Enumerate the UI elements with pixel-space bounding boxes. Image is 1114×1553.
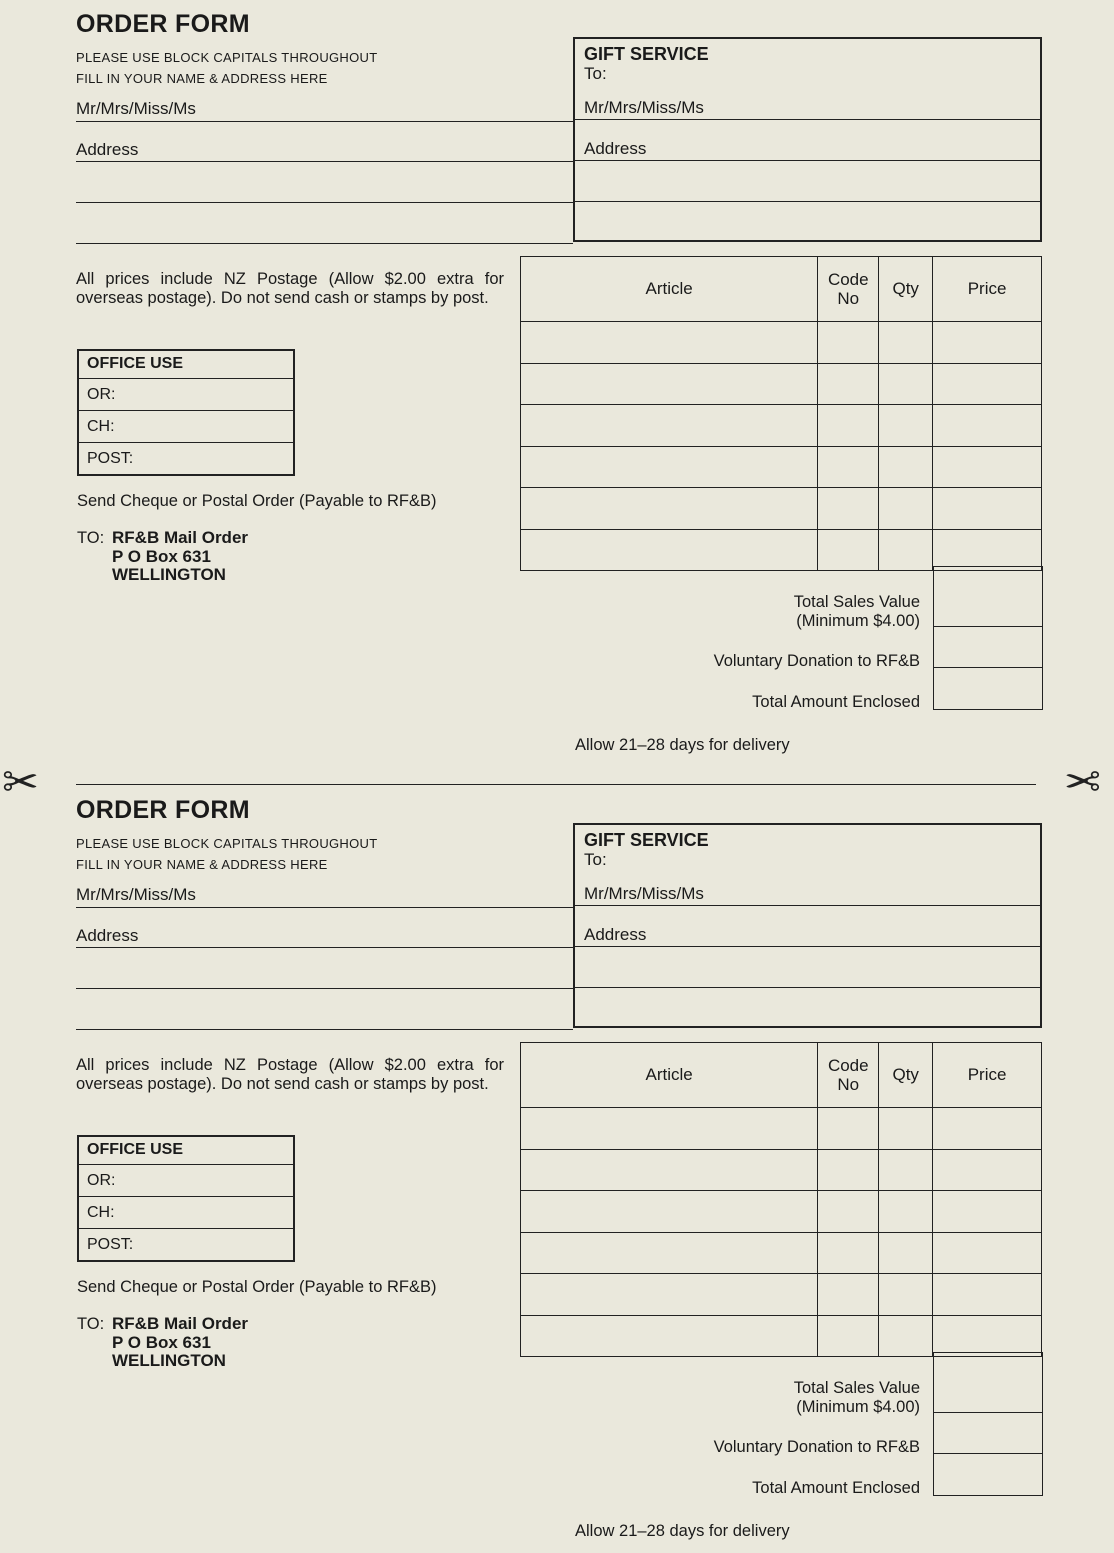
instruction-block-capitals: PLEASE USE BLOCK CAPITALS THROUGHOUT [76, 50, 378, 65]
article-cell[interactable] [521, 488, 818, 530]
office-ch-label: CH: [79, 1196, 293, 1228]
table-row [521, 363, 1042, 405]
office-use-title: OFFICE USE [87, 1141, 184, 1158]
donation-field[interactable] [933, 626, 1043, 668]
order-table [520, 1042, 1042, 1357]
gift-service-box [573, 37, 1042, 242]
gift-address-label: Address [584, 139, 647, 158]
column-header-article: Article [521, 257, 818, 322]
address-line-3: WELLINGTON [112, 1351, 226, 1370]
qty-cell[interactable] [879, 529, 933, 571]
column-header-price: Price [933, 257, 1042, 322]
qty-cell[interactable] [879, 1232, 933, 1274]
article-cell[interactable] [521, 1232, 818, 1274]
address-line-1: RF&B Mail Order [112, 528, 249, 547]
to-label: TO: [77, 529, 105, 547]
office-ch-label: CH: [79, 410, 293, 442]
address-line-1: RF&B Mail Order [112, 1314, 249, 1333]
address-field-line-3[interactable] [76, 243, 573, 244]
price-cell[interactable] [933, 363, 1042, 405]
scissors-icon: ✂ [1064, 757, 1101, 808]
article-cell[interactable] [521, 446, 818, 488]
postage-note: All prices include NZ Postage (Allow $2.00 extra for overseas postage). Do not send cash or stamps by post. [76, 270, 504, 307]
total-enclosed-field[interactable] [933, 1453, 1043, 1496]
minimum-note: (Minimum $4.00) [796, 1398, 920, 1416]
total-sales-value-label: Total Sales Value (Minimum $4.00) [600, 593, 920, 631]
address-line-2: P O Box 631 [112, 546, 211, 566]
delivery-note: Allow 21–28 days for delivery [575, 1522, 790, 1540]
cut-line [76, 784, 1036, 785]
gift-service-title: GIFT SERVICE [584, 44, 709, 64]
column-header-qty: Qty [879, 1043, 933, 1108]
gift-name-label: Mr/Mrs/Miss/Ms [584, 98, 704, 117]
table-row [521, 1315, 1042, 1357]
office-use-box [77, 1135, 295, 1262]
address-label: Address [76, 926, 139, 945]
article-cell[interactable] [521, 1149, 818, 1191]
gift-name-field[interactable] [575, 119, 1040, 120]
total-sales-value-field[interactable] [933, 566, 1043, 627]
to-label: TO: [77, 1315, 105, 1333]
office-post-label: POST: [79, 1228, 293, 1260]
table-row [521, 488, 1042, 530]
gift-address-field-line-2[interactable] [575, 987, 1040, 988]
article-cell[interactable] [521, 1191, 818, 1233]
gift-to-label: To: [584, 850, 607, 869]
address-field-line-3[interactable] [76, 1029, 573, 1030]
table-row [521, 1232, 1042, 1274]
table-row [521, 1108, 1042, 1150]
order-form-2 [0, 786, 1114, 1553]
form-title: ORDER FORM [76, 10, 250, 38]
name-field[interactable] [76, 907, 573, 908]
voluntary-donation-label: Voluntary Donation to RF&B [713, 1438, 920, 1456]
payment-note: Send Cheque or Postal Order (Payable to RF&B) [77, 1278, 437, 1296]
table-row [521, 446, 1042, 488]
office-post-label: POST: [79, 442, 293, 474]
name-label: Mr/Mrs/Miss/Ms [76, 885, 196, 904]
gift-service-title: GIFT SERVICE [584, 830, 709, 850]
code-cell[interactable] [818, 529, 879, 571]
qty-cell[interactable] [879, 1191, 933, 1233]
gift-address-field-line-1[interactable] [575, 160, 1040, 161]
name-field[interactable] [76, 121, 573, 122]
qty-cell[interactable] [879, 488, 933, 530]
qty-cell[interactable] [879, 1315, 933, 1357]
price-cell[interactable] [933, 322, 1042, 364]
qty-cell[interactable] [879, 405, 933, 447]
table-row [521, 405, 1042, 447]
office-or-label: OR: [79, 1164, 293, 1196]
order-table [520, 256, 1042, 571]
address-field-line-2[interactable] [76, 202, 573, 203]
column-header-qty: Qty [879, 257, 933, 322]
order-form-1 [0, 0, 1114, 770]
address-field-line-1[interactable] [76, 161, 573, 162]
table-row [521, 1149, 1042, 1191]
qty-cell[interactable] [879, 322, 933, 364]
column-header-code-no: Code No [818, 1043, 879, 1108]
office-use-box [77, 349, 295, 476]
price-cell[interactable] [933, 1108, 1042, 1150]
article-cell[interactable] [521, 322, 818, 364]
instruction-block-capitals: PLEASE USE BLOCK CAPITALS THROUGHOUT [76, 836, 378, 851]
code-cell[interactable] [818, 1149, 879, 1191]
code-cell[interactable] [818, 446, 879, 488]
postage-note: All prices include NZ Postage (Allow $2.00 extra for overseas postage). Do not send cash or stamps by post. [76, 1056, 504, 1093]
voluntary-donation-label: Voluntary Donation to RF&B [713, 652, 920, 670]
address-field-line-2[interactable] [76, 988, 573, 989]
article-cell[interactable] [521, 1315, 818, 1357]
column-header-price: Price [933, 1043, 1042, 1108]
article-cell[interactable] [521, 529, 818, 571]
code-cell[interactable] [818, 1108, 879, 1150]
total-enclosed-field[interactable] [933, 667, 1043, 710]
total-sales-value-label: Total Sales Value (Minimum $4.00) [600, 1379, 920, 1417]
price-cell[interactable] [933, 1315, 1042, 1357]
gift-to-label: To: [584, 64, 607, 83]
price-cell[interactable] [933, 1274, 1042, 1316]
gift-address-label: Address [584, 925, 647, 944]
code-cell[interactable] [818, 1191, 879, 1233]
mailing-address [112, 529, 248, 585]
price-cell[interactable] [933, 1149, 1042, 1191]
article-cell[interactable] [521, 1274, 818, 1316]
instruction-name-address: FILL IN YOUR NAME & ADDRESS HERE [76, 857, 328, 872]
address-field-line-1[interactable] [76, 947, 573, 948]
scissors-icon: ✂ [2, 757, 39, 808]
price-cell[interactable] [933, 405, 1042, 447]
address-line-3: WELLINGTON [112, 565, 226, 584]
qty-cell[interactable] [879, 1149, 933, 1191]
table-row [521, 529, 1042, 571]
delivery-note: Allow 21–28 days for delivery [575, 736, 790, 754]
price-cell[interactable] [933, 488, 1042, 530]
gift-address-field-line-1[interactable] [575, 946, 1040, 947]
code-cell[interactable] [818, 322, 879, 364]
price-cell[interactable] [933, 1232, 1042, 1274]
gift-name-field[interactable] [575, 905, 1040, 906]
gift-name-label: Mr/Mrs/Miss/Ms [584, 884, 704, 903]
article-cell[interactable] [521, 405, 818, 447]
code-cell[interactable] [818, 1315, 879, 1357]
mailing-address [112, 1315, 248, 1371]
payment-note: Send Cheque or Postal Order (Payable to RF&B) [77, 492, 437, 510]
qty-cell[interactable] [879, 446, 933, 488]
gift-address-field-line-2[interactable] [575, 201, 1040, 202]
office-use-title: OFFICE USE [87, 355, 184, 372]
minimum-note: (Minimum $4.00) [796, 612, 920, 630]
price-cell[interactable] [933, 1191, 1042, 1233]
article-cell[interactable] [521, 1108, 818, 1150]
gift-service-box [573, 823, 1042, 1028]
total-amount-enclosed-label: Total Amount Enclosed [752, 1479, 920, 1497]
table-row [521, 1191, 1042, 1233]
code-cell[interactable] [818, 405, 879, 447]
table-row [521, 1274, 1042, 1316]
qty-cell[interactable] [879, 1108, 933, 1150]
donation-field[interactable] [933, 1412, 1043, 1454]
price-cell[interactable] [933, 446, 1042, 488]
column-header-article: Article [521, 1043, 818, 1108]
column-header-code-no: Code No [818, 257, 879, 322]
office-or-label: OR: [79, 378, 293, 410]
code-cell[interactable] [818, 1274, 879, 1316]
address-label: Address [76, 140, 139, 159]
qty-cell[interactable] [879, 363, 933, 405]
address-line-2: P O Box 631 [112, 1332, 211, 1352]
total-amount-enclosed-label: Total Amount Enclosed [752, 693, 920, 711]
table-row [521, 322, 1042, 364]
total-sales-value-field[interactable] [933, 1352, 1043, 1413]
code-cell[interactable] [818, 488, 879, 530]
article-cell[interactable] [521, 363, 818, 405]
price-cell[interactable] [933, 529, 1042, 571]
instruction-name-address: FILL IN YOUR NAME & ADDRESS HERE [76, 71, 328, 86]
qty-cell[interactable] [879, 1274, 933, 1316]
name-label: Mr/Mrs/Miss/Ms [76, 99, 196, 118]
form-title: ORDER FORM [76, 796, 250, 824]
code-cell[interactable] [818, 1232, 879, 1274]
code-cell[interactable] [818, 363, 879, 405]
